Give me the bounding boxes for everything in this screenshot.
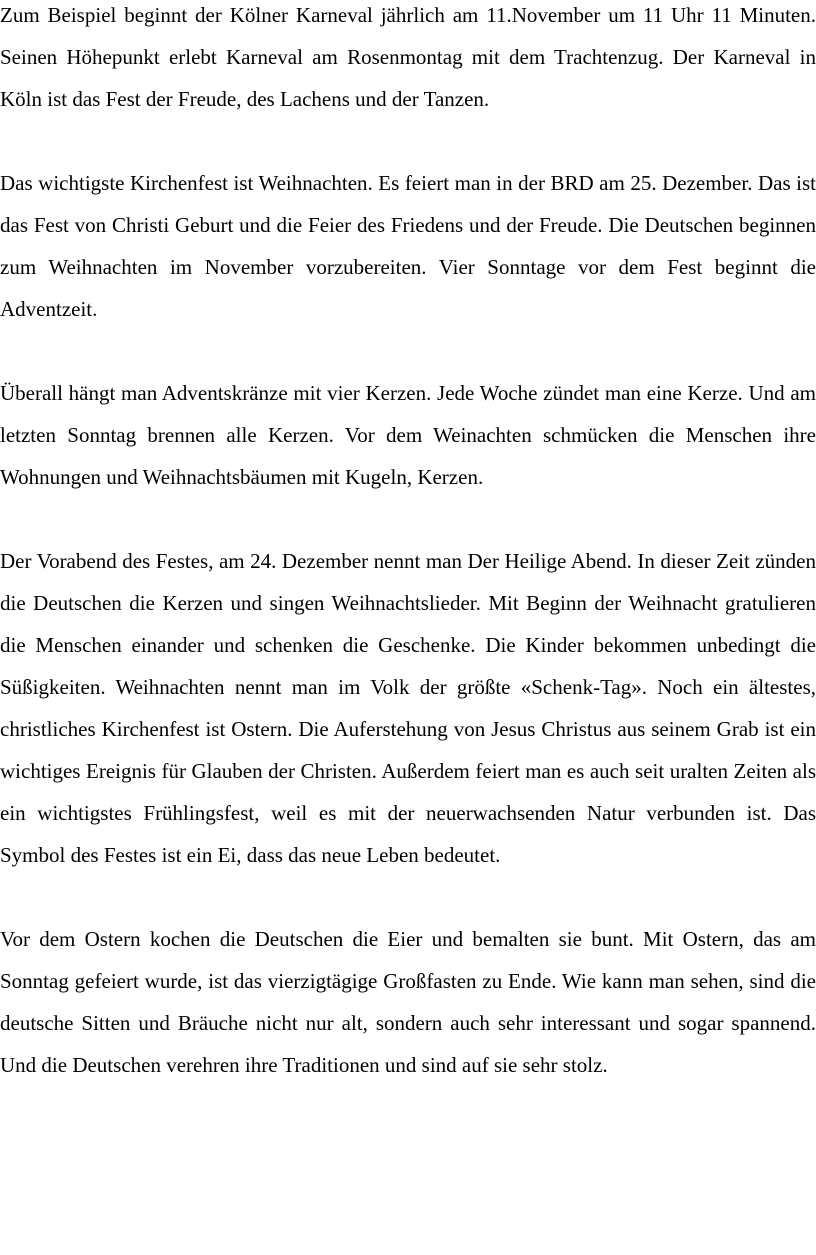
- paragraph-ostern-traditionen: Vor dem Ostern kochen die Deutschen die Eier und bemalten sie bunt. Mit Ostern, das am Sonntag gefeiert wurde, ist das vierzigtägige Großfasten zu Ende. Wie kann man sehen, sind die deutsche Sitten und Bräuche nicht nur alt, sondern auch sehr interessant und sogar spannend. Und die Deutschen verehren ihre Traditionen und sind auf sie sehr stolz.: [0, 927, 816, 1077]
- paragraph-advent: Überall hängt man Adventskränze mit vier Kerzen. Jede Woche zündet man eine Kerze. Und am letzten Sonntag brennen alle Kerzen. Vor dem Weinachten schmücken die Menschen ihre Wohnungen und Weihnachtsbäumen mit Kugeln, Kerzen.: [0, 381, 816, 489]
- paragraph-heiliger-abend-ostern: Der Vorabend des Festes, am 24. Dezember nennt man Der Heilige Abend. In dieser Zeit zünden die Deutschen die Kerzen und singen Weihnachtslieder. Mit Beginn der Weihnacht gratulieren die Menschen einander und schenken die Geschenke. Die Kinder bekommen unbedingt die Süßigkeiten. Weihnachten nennt man im Volk der größte «Schenk-Tag». Noch ein ältestes, christliches Kirchenfest ist Ostern. Die Auferstehung von Jesus Christus aus seinem Grab ist ein wichtiges Ereignis für Glauben der Christen. Außerdem feiert man es auch seit uralten Zeiten als ein wichtigstes Frühlingsfest, weil es mit der neuerwachsenden Natur verbunden ist. Das Symbol des Festes ist ein Ei, dass das neue Leben bedeutet.: [0, 549, 816, 867]
- paragraph-karneval: Zum Beispiel beginnt der Kölner Karneval jährlich am 11.November um 11 Uhr 11 Minuten. Seinen Höhepunkt erlebt Karneval am Rosenmontag mit dem Trachtenzug. Der Karneval in Köln ist das Fest der Freude, des Lachens und der Tanzen.: [0, 3, 816, 111]
- paragraph-weihnachten: Das wichtigste Kirchenfest ist Weihnachten. Es feiert man in der BRD am 25. Dezember. Das ist das Fest von Christi Geburt und die Feier des Friedens und der Freude. Die Deutschen beginnen zum Weihnachten im November vorzubereiten. Vier Sonntage vor dem Fest beginnt die Adventzeit.: [0, 171, 816, 321]
